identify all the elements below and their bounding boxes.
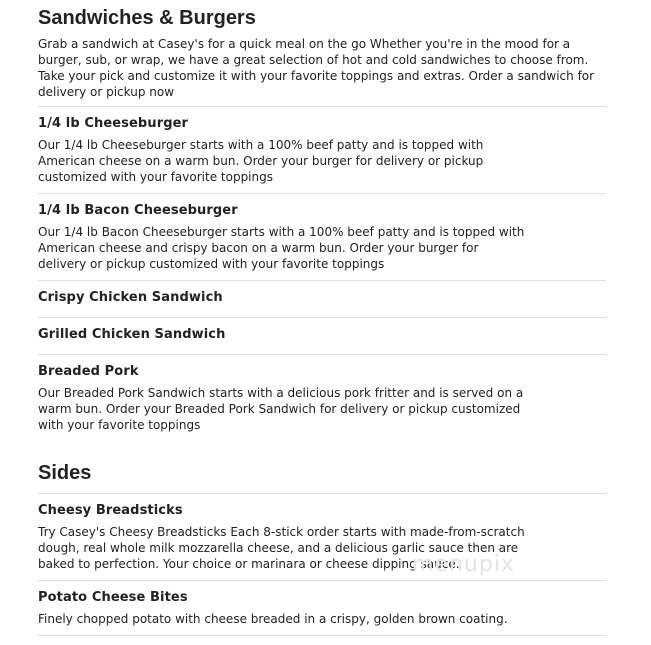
section-title: Sides — [38, 462, 92, 484]
section-spacer — [38, 441, 606, 461]
menu-item-description: Finely chopped potato with cheese breaded in a crispy, golden brown coating. — [38, 612, 508, 626]
menu-page — [38, 6, 606, 636]
menu-item-name: Crispy Chicken Sandwich — [38, 290, 223, 305]
menu-item-potato-cheese-bites[interactable] — [38, 580, 606, 635]
section-sides — [38, 461, 606, 636]
menu-item-cheesy-breadsticks[interactable] — [38, 493, 606, 580]
menu-item-description: Our Breaded Pork Sandwich starts with a delicious pork fritter and is served on a warm bun. Order your Breaded Pork Sandwich for delivery or pickup customized with your favorite toppings — [38, 386, 524, 432]
section-sandwiches-burgers — [38, 6, 606, 441]
menu-item-crispy-chicken-sandwich[interactable] — [38, 280, 606, 317]
watermark-logo: menupix — [412, 552, 515, 577]
section-title: Sandwiches & Burgers — [38, 7, 256, 29]
menu-item-quarter-lb-cheeseburger[interactable] — [38, 106, 606, 193]
menu-item-name: Breaded Pork — [38, 364, 139, 379]
menu-item-name: Cheesy Breadsticks — [38, 503, 183, 518]
menu-item-name: Grilled Chicken Sandwich — [38, 327, 226, 342]
menu-item-grilled-chicken-sandwich[interactable] — [38, 317, 606, 354]
menu-item-description: Our 1/4 lb Bacon Cheeseburger starts with a 100% beef patty and is topped with American cheese and crispy bacon on a warm bun. Order your burger for delivery or pickup customized with your favorite toppings — [38, 225, 525, 271]
menu-item-quarter-lb-bacon-cheeseburger[interactable] — [38, 193, 606, 280]
menu-item-name: 1/4 lb Bacon Cheeseburger — [38, 203, 238, 218]
menu-item-description: Our 1/4 lb Cheeseburger starts with a 100% beef patty and is topped with American cheese on a warm bun. Order your burger for delivery or pickup customized with your favorite toppings — [38, 138, 484, 184]
menu-item-description: Try Casey's Cheesy Breadsticks Each 8-stick order starts with made-from-scratch dough, real whole milk mozzarella cheese, and a delicious garlic sauce then are baked to perfection. Your choice or marinara or cheese dipping sauce. — [38, 525, 525, 571]
section-description: Grab a sandwich at Casey's for a quick meal on the go Whether you're in the mood for a burger, sub, or wrap, we have a great selection of hot and cold sandwiches to choose from. Take your pick and customize it with your favorite toppings and extras. Order a sandwich for delivery or pickup now — [38, 37, 595, 99]
bottom-divider — [38, 635, 606, 636]
menu-item-name: 1/4 lb Cheeseburger — [38, 116, 189, 131]
menu-item-breaded-pork[interactable] — [38, 354, 606, 441]
menu-item-name: Potato Cheese Bites — [38, 590, 188, 605]
